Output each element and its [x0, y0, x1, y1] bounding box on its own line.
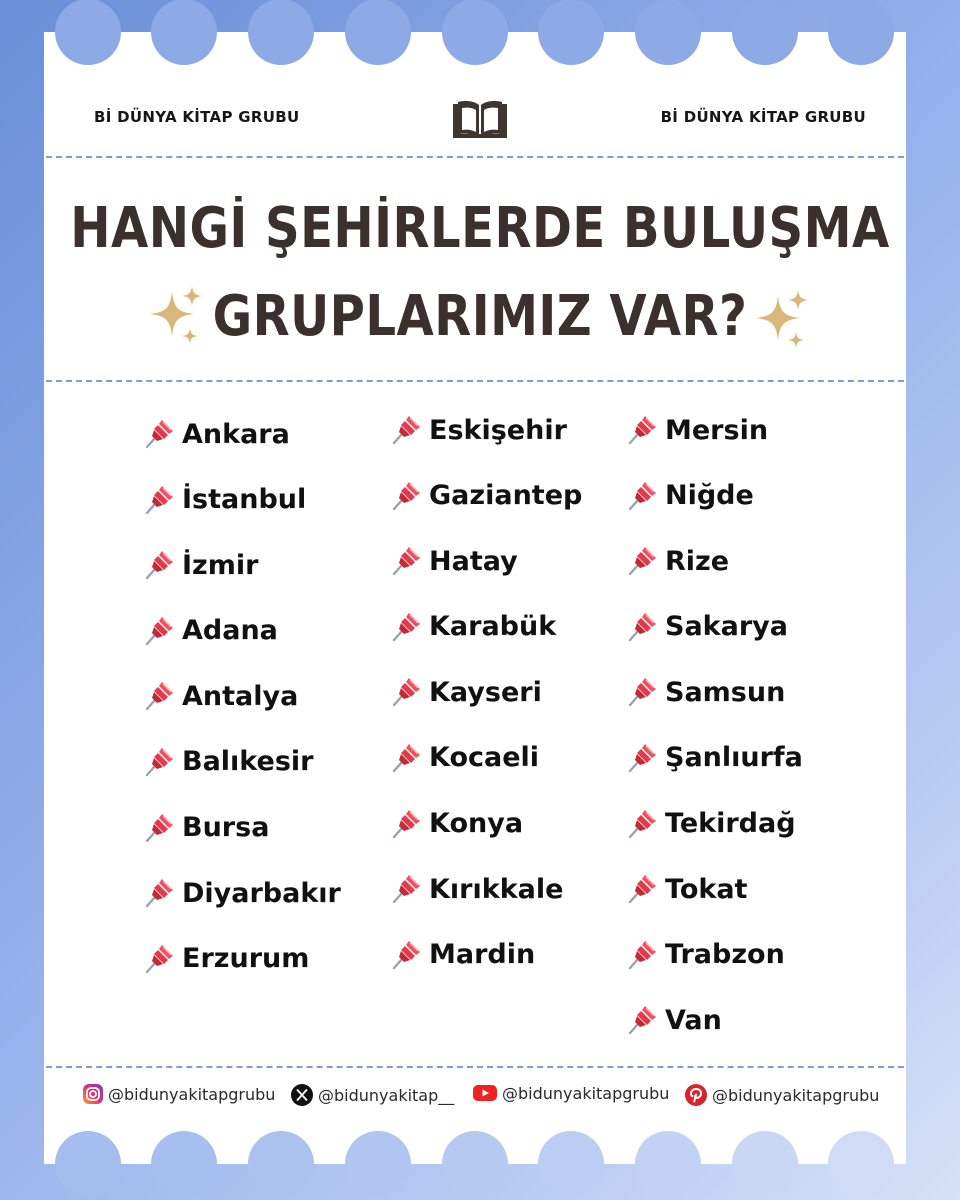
pushpin-icon: [625, 1003, 659, 1037]
city-list-item: [389, 676, 582, 708]
scallop: [248, 1131, 314, 1197]
youtube-icon: [472, 1083, 498, 1103]
pushpin-icon: [389, 479, 423, 513]
pushpin-icon: [625, 872, 659, 906]
city-name: Konya: [429, 808, 524, 840]
pushpin-icon: [625, 544, 659, 578]
city-name: Hatay: [429, 545, 518, 577]
pinterest-icon: [684, 1083, 708, 1107]
x-handle-text: @bidunyakitap__: [318, 1085, 455, 1105]
brand-name-right: Bİ DÜNYA KİTAP GRUBU: [660, 108, 866, 126]
pushpin-icon: [389, 544, 423, 578]
city-name: İzmir: [182, 549, 259, 581]
pinterest-handle[interactable]: [684, 1083, 879, 1107]
scallop: [442, 1131, 508, 1197]
city-name: Bursa: [182, 812, 270, 844]
youtube-handle-text: @bidunyakitapgrubu: [502, 1083, 670, 1103]
instagram-icon: [82, 1083, 104, 1105]
city-name: Adana: [182, 615, 278, 647]
city-list-item: [389, 742, 582, 774]
sparkles-icon-left: [144, 284, 210, 350]
scallop: [345, 1131, 411, 1197]
city-list-item: [625, 939, 803, 971]
pushpin-icon: [389, 610, 423, 644]
city-list-item: [142, 484, 341, 516]
city-name: Kocaeli: [429, 742, 540, 774]
city-list-item: [389, 939, 582, 971]
scallop: [248, 0, 314, 65]
pushpin-icon: [142, 942, 176, 976]
pushpin-icon: [142, 679, 176, 713]
city-list-item: [625, 545, 803, 577]
pushpin-icon: [625, 938, 659, 972]
city-list-item: [142, 746, 341, 778]
pushpin-icon: [389, 413, 423, 447]
city-name: Trabzon: [665, 939, 785, 971]
youtube-handle[interactable]: [472, 1083, 669, 1103]
pushpin-icon: [625, 741, 659, 775]
page-title-line1: HANGİ ŞEHİRLERDE BULUŞMA: [70, 196, 890, 261]
scallop: [151, 1131, 217, 1197]
scallop: [442, 0, 508, 65]
scallop: [828, 0, 894, 65]
city-name: Kırıkkale: [429, 873, 564, 905]
pushpin-icon: [389, 741, 423, 775]
city-list-item: [625, 808, 803, 840]
open-book-icon: [450, 98, 510, 140]
city-list-item: [142, 418, 341, 450]
scallop: [732, 1131, 798, 1197]
x-handle[interactable]: [290, 1083, 454, 1107]
pinterest-handle-text: @bidunyakitapgrubu: [712, 1085, 880, 1105]
pushpin-icon: [389, 938, 423, 972]
city-name: Ankara: [182, 418, 290, 450]
city-list-item: [625, 414, 803, 446]
city-name: Samsun: [665, 676, 786, 708]
pushpin-icon: [625, 413, 659, 447]
city-name: Balıkesir: [182, 746, 314, 778]
city-column-3: [625, 414, 803, 1070]
scallop: [635, 0, 701, 65]
pushpin-icon: [625, 479, 659, 513]
pushpin-icon: [625, 610, 659, 644]
pushpin-icon: [389, 675, 423, 709]
city-list-item: [625, 742, 803, 774]
city-list-item: [389, 545, 582, 577]
scallop: [538, 0, 604, 65]
city-column-1: [142, 418, 341, 1008]
city-list-item: [389, 808, 582, 840]
city-name: Diyarbakır: [182, 877, 341, 909]
city-list-item: [142, 549, 341, 581]
pushpin-icon: [389, 807, 423, 841]
city-name: İstanbul: [182, 484, 307, 516]
city-name: Mardin: [429, 939, 536, 971]
city-name: Tekirdağ: [665, 808, 796, 840]
city-name: Kayseri: [429, 676, 542, 708]
scallop: [55, 0, 121, 65]
scallop: [345, 0, 411, 65]
city-name: Eskişehir: [429, 414, 567, 446]
scallop: [635, 1131, 701, 1197]
city-column-2: [389, 414, 582, 1004]
city-name: Niğde: [665, 480, 754, 512]
city-list-item: [625, 1004, 803, 1036]
scallop: [151, 0, 217, 65]
city-name: Mersin: [665, 414, 769, 446]
city-list-item: [389, 414, 582, 446]
city-list-item: [625, 611, 803, 643]
pushpin-icon: [142, 745, 176, 779]
scallop: [55, 1131, 121, 1197]
city-name: Gaziantep: [429, 480, 583, 512]
instagram-handle-text: @bidunyakitapgrubu: [108, 1084, 276, 1104]
city-list-item: [142, 812, 341, 844]
scallop: [538, 1131, 604, 1197]
city-list-item: [389, 873, 582, 905]
page-title-line2: GRUPLARIMIZ VAR?: [212, 284, 748, 349]
x-icon: [290, 1083, 314, 1107]
pushpin-icon: [389, 872, 423, 906]
pushpin-icon: [142, 876, 176, 910]
pushpin-icon: [625, 675, 659, 709]
city-list-item: [142, 877, 341, 909]
city-name: Karabük: [429, 611, 557, 643]
city-name: Antalya: [182, 680, 299, 712]
pushpin-icon: [142, 483, 176, 517]
city-name: Erzurum: [182, 943, 310, 975]
pushpin-icon: [142, 417, 176, 451]
city-list-item: [625, 873, 803, 905]
instagram-handle[interactable]: [82, 1083, 275, 1105]
divider-top: [46, 156, 904, 158]
city-name: Şanlıurfa: [665, 742, 803, 774]
scallop: [732, 0, 798, 65]
pushpin-icon: [142, 811, 176, 845]
pushpin-icon: [142, 614, 176, 648]
city-name: Tokat: [665, 873, 748, 905]
city-name: Van: [665, 1004, 722, 1036]
pushpin-icon: [142, 548, 176, 582]
city-list-item: [142, 615, 341, 647]
city-list-item: [625, 480, 803, 512]
city-name: Rize: [665, 545, 730, 577]
divider-middle: [46, 380, 904, 382]
city-list-item: [142, 943, 341, 975]
pushpin-icon: [625, 807, 659, 841]
brand-name-left: Bİ DÜNYA KİTAP GRUBU: [94, 108, 300, 126]
city-list-item: [389, 480, 582, 512]
city-list-item: [142, 680, 341, 712]
scallop: [828, 1131, 894, 1197]
city-list-item: [625, 676, 803, 708]
divider-bottom: [46, 1066, 904, 1068]
city-name: Sakarya: [665, 611, 788, 643]
city-list-item: [389, 611, 582, 643]
sparkles-icon-right: [750, 288, 816, 354]
